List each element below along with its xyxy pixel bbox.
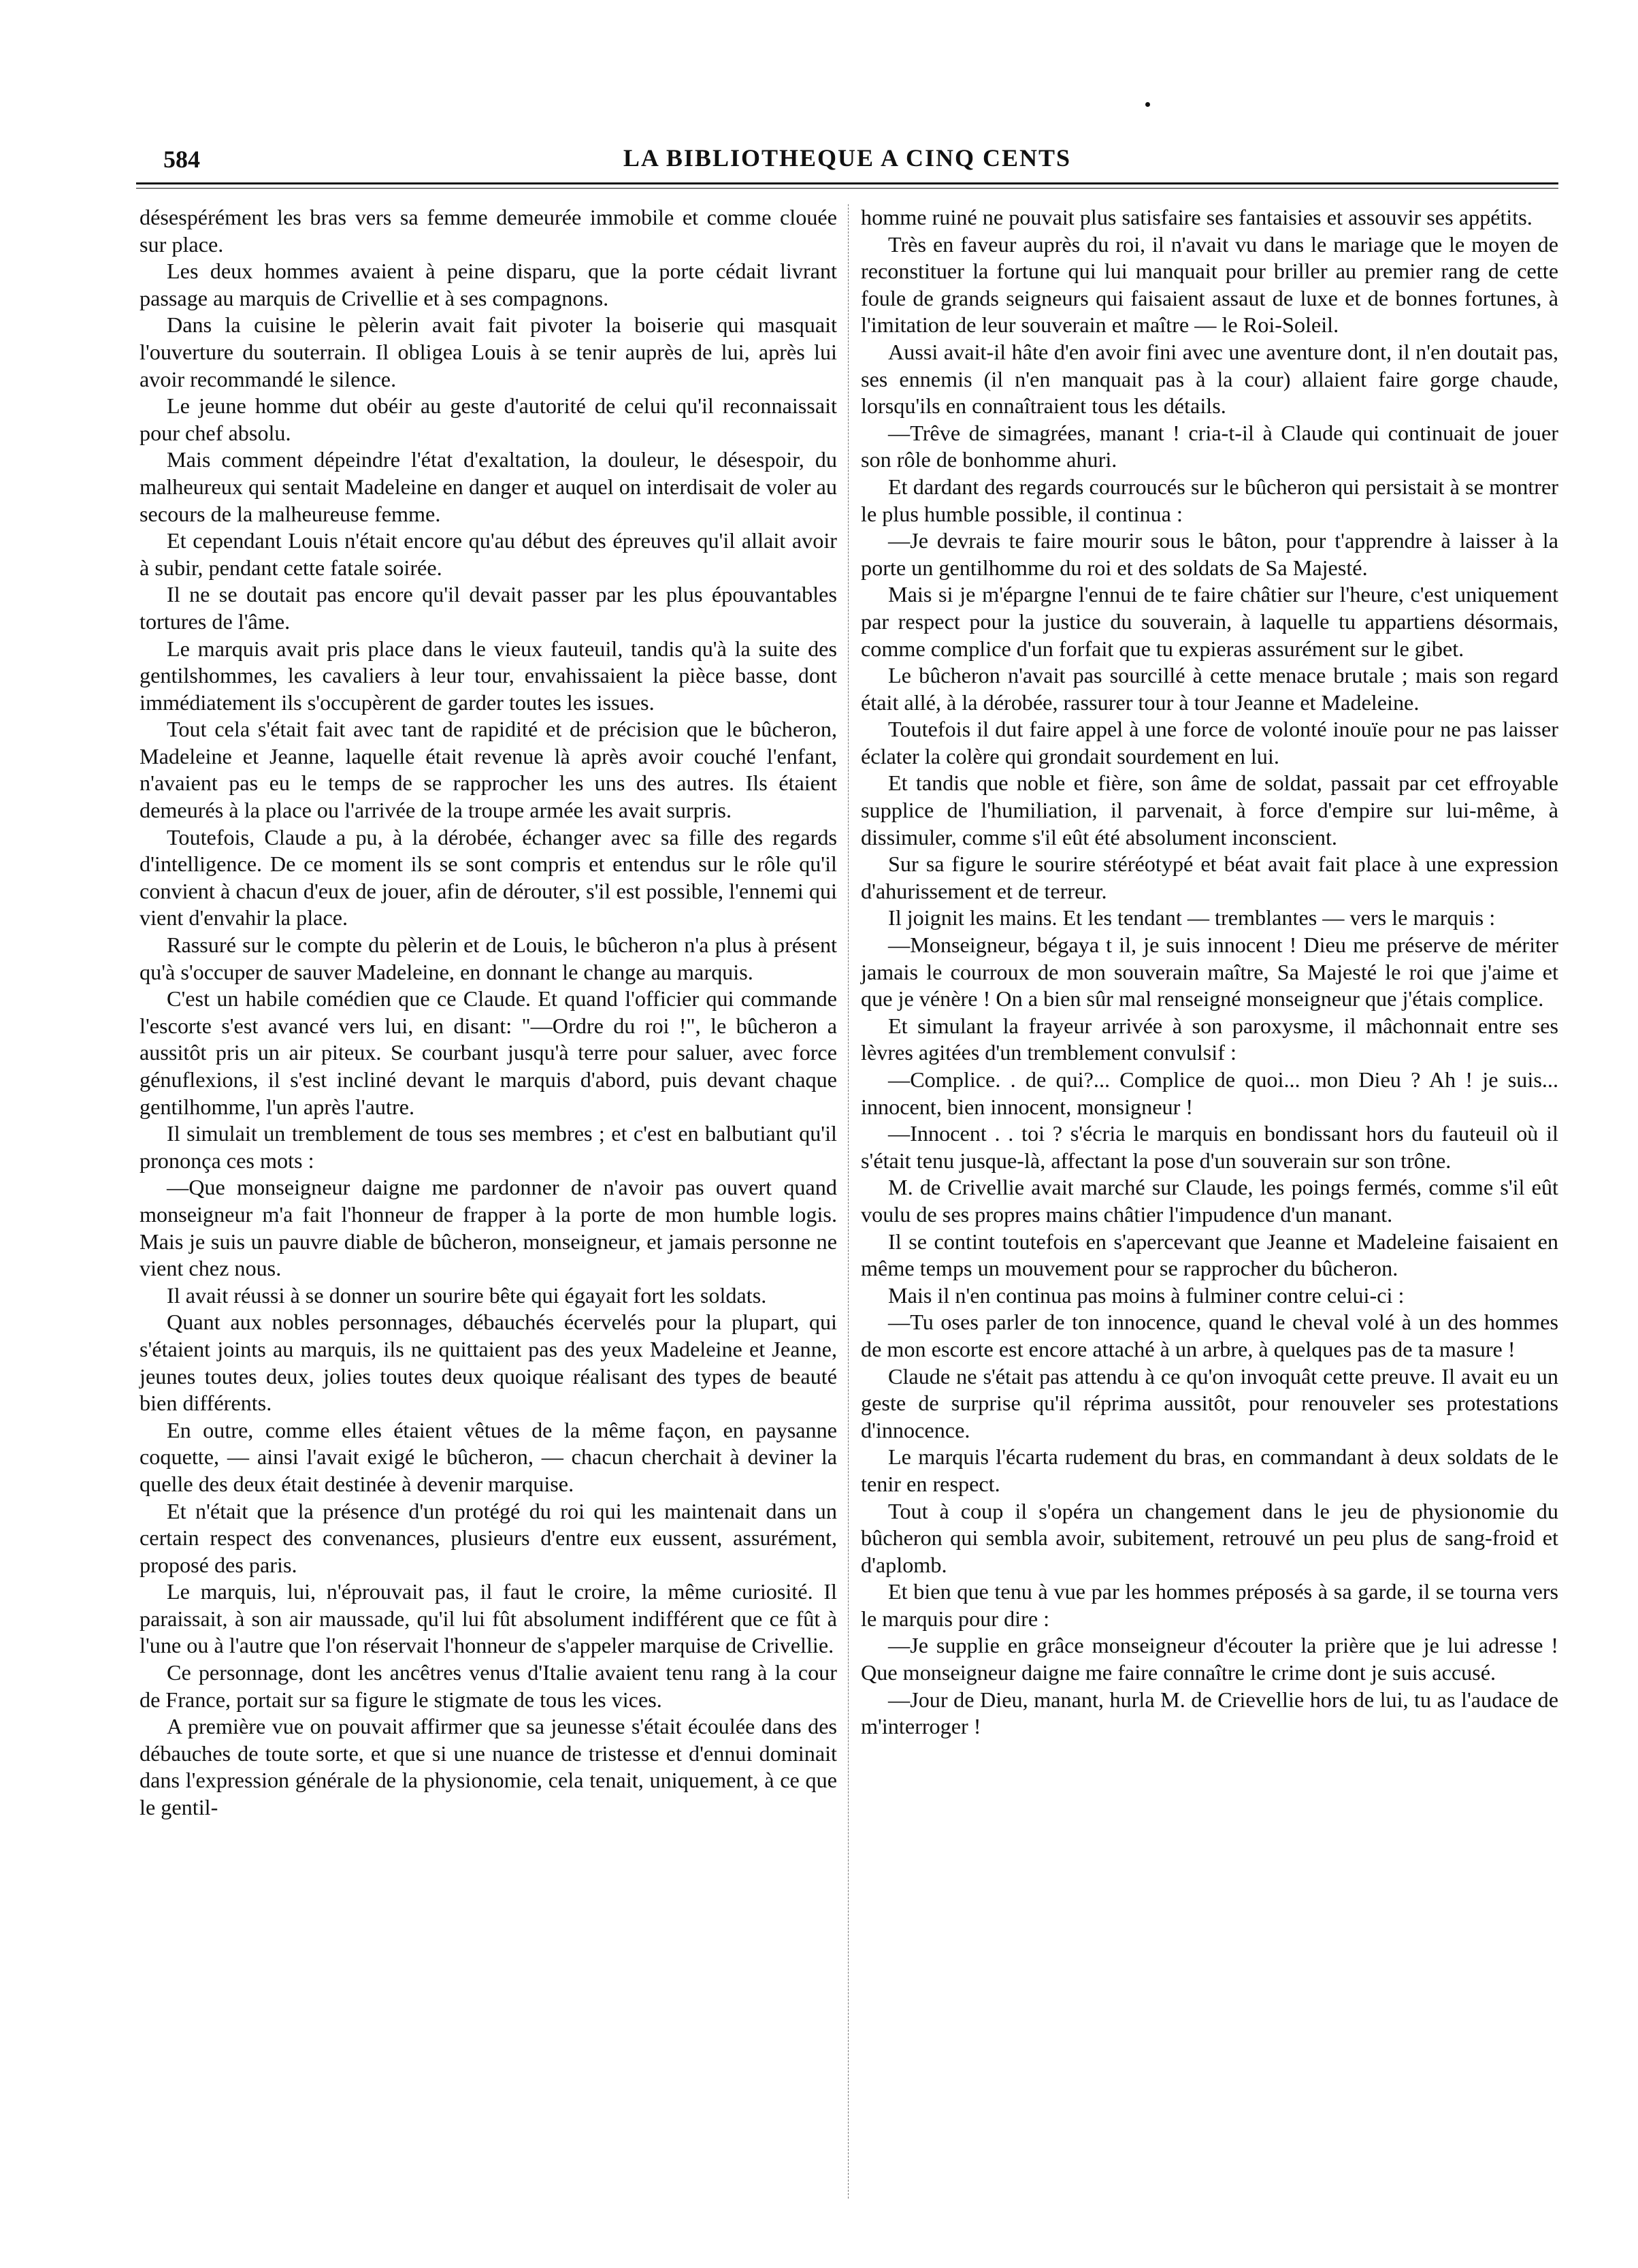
paragraph: Dans la cuisine le pèlerin avait fait pivoter la boiserie qui masquait l'ouverture du souterrain. Il obligea Louis à se tenir auprès de lui, après lui avoir recommandé le silence. (140, 312, 837, 391)
right-column (861, 204, 1558, 1740)
paragraph: Toutefois il dut faire appel à une force de volonté inouïe pour ne pas laisser éclater la colère qui grondait sourdement en lui. (861, 717, 1558, 768)
paragraph: Quant aux nobles personnages, débauchés écervelés pour la plupart, qui s'étaient joints au marquis, ils ne quittaient pas des yeux Madeleine et Jeanne, jeunes toutes deux, jolies toutes deux quoique réalisant des types de beauté bien différents. (140, 1310, 837, 1416)
paragraph: Tout à coup il s'opéra un changement dans le jeu de physionomie du bûcheron qui sembla avoir, subitement, retrouvé un peu plus de sang-froid et d'aplomb. (861, 1498, 1558, 1577)
paragraph: Il avait réussi à se donner un sourire bête qui égayait fort les soldats. (167, 1282, 767, 1308)
paragraph: Le bûcheron n'avait pas sourcillé à cette menace brutale ; mais son regard était allé, à la dérobée, rassurer tour à tour Jeanne et Madeleine. (861, 663, 1558, 715)
column-divider (848, 204, 849, 2199)
paragraph: Et bien que tenu à vue par les hommes préposés à sa garde, il se tourna vers le marquis pour dire : (861, 1579, 1558, 1631)
paragraph: —Complice. . de qui?... Complice de quoi... mon Dieu ? Ah ! je suis... innocent, bien innocent, monsigneur ! (861, 1067, 1558, 1119)
paragraph: M. de Crivellie avait marché sur Claude, les poings fermés, comme s'il eût voulu de ses propres mains châtier l'impudence d'un manant. (861, 1175, 1558, 1227)
paragraph: Il simulait un tremblement de tous ses membres ; et c'est en balbutiant qu'il prononça ces mots : (140, 1121, 837, 1173)
paragraph: Mais il n'en continua pas moins à fulminer contre celui-ci : (888, 1282, 1405, 1308)
paragraph: Ce personnage, dont les ancêtres venus d'Italie avaient tenu rang à la cour de France, portait sur sa figure le stigmate de tous les vices. (140, 1660, 837, 1712)
paragraph: Il ne se doutait pas encore qu'il devait passer par les plus épouvantables tortures de l'âme. (140, 582, 837, 634)
paragraph: Toutefois, Claude a pu, à la dérobée, échanger avec sa fille des regards d'intelligence. De ce moment ils se sont compris et entendus sur le rôle qu'il convient à chacun d'eux de jouer, afin de dérouter, s'il est possible, l'ennemi qui vient d'envahir la place. (140, 824, 837, 930)
page-number: 584 (163, 146, 200, 173)
paragraph: Le jeune homme dut obéir au geste d'autorité de celui qu'il reconnaissait pour chef absolu. (140, 393, 837, 445)
paragraph: En outre, comme elles étaient vêtues de la même façon, en paysanne coquette, — ainsi l'avait exigé le bûcheron, — chacun cherchait à deviner la quelle des deux était destinée à devenir marquise. (140, 1417, 837, 1496)
paragraph: Les deux hommes avaient à peine disparu, que la porte cédait livrant passage au marquis de Crivellie et à ses compagnons. (140, 259, 837, 310)
paragraph: Mais comment dépeindre l'état d'exaltation, la douleur, le désespoir, du malheureux qui sentait Madeleine en danger et auquel on interdisait de voler au secours de la malheureuse femme. (140, 447, 837, 526)
paragraph: —Tu oses parler de ton innocence, quand le cheval volé à un des hommes de mon escorte est encore attaché à un arbre, à quelques pas de ta masure ! (861, 1310, 1558, 1361)
paragraph: homme ruiné ne pouvait plus satisfaire ses fantaisies et assouvir ses appétits. (861, 205, 1533, 229)
paragraph: A première vue on pouvait affirmer que sa jeunesse s'était écoulée dans des débauches de toute sorte, et que si une nuance de tristesse et d'ennui dominait dans l'expression générale de la physionomie, cela tenait, uniquement, à ce que le gentil- (140, 1714, 837, 1820)
header-rule-thick (136, 182, 1558, 184)
paragraph: Et cependant Louis n'était encore qu'au début des épreuves qu'il allait avoir à subir, pendant cette fatale soirée. (140, 528, 837, 580)
paragraph: —Monseigneur, bégaya t il, je suis innocent ! Dieu me préserve de mériter jamais le courroux de mon souverain maître, Sa Majesté le roi que j'aime et que je vénère ! On a bien sûr mal renseigné monseigneur que j'étais complice. (861, 933, 1558, 1011)
paragraph: C'est un habile comédien que ce Claude. Et quand l'officier qui commande l'escorte s'est avancé vers lui, en disant: "—Ordre du roi !", le bûcheron a aussitôt pris un air piteux. Se courbant jusqu'à terre pour saluer, avec force génuflexions, il s'est incliné devant le marquis d'abord, puis devant chaque gentilhomme, l'un après l'autre. (140, 986, 837, 1119)
header-rule-thin (136, 188, 1558, 189)
paragraph: Mais si je m'épargne l'ennui de te faire châtier sur l'heure, c'est uniquement par respect pour la justice du souverain, à laquelle tu appartiens désormais, comme complice d'un forfait que tu expieras assurément sur le gibet. (861, 582, 1558, 661)
paragraph: —Je supplie en grâce monseigneur d'écouter la prière que je lui adresse ! Que monseigneur daigne me faire connaître le crime dont je suis accusé. (861, 1633, 1558, 1685)
paragraph: désespérément les bras vers sa femme demeurée immobile et comme clouée sur place. (140, 205, 837, 257)
paragraph: Le marquis, lui, n'éprouvait pas, il faut le croire, la même curiosité. Il paraissait, à son air maussade, qu'il lui fût absolument indifférent que ce fût à l'une ou à l'autre que l'on réservait l'honneur de s'appeler marquise de Crivellie. (140, 1579, 837, 1658)
paragraph: —Innocent . . toi ? s'écria le marquis en bondissant hors du fauteuil où il s'était tenu jusque-là, affectant la pose d'un souverain sur son trône. (861, 1121, 1558, 1173)
paragraph: Il joignit les mains. Et les tendant — tremblantes — vers le marquis : (888, 905, 1496, 930)
journal-title: LA BIBLIOTHEQUE A CINQ CENTS (623, 144, 1072, 172)
paragraph: —Jour de Dieu, manant, hurla M. de Crievellie hors de lui, tu as l'audace de m'interroger ! (861, 1687, 1558, 1739)
paragraph: Le marquis avait pris place dans le vieux fauteuil, tandis qu'à la suite des gentilshommes, les cavaliers à leur tour, envahissaient la pièce basse, dont immédiatement ils s'occupèrent de garder toutes les issues. (140, 636, 837, 715)
paragraph: Et simulant la frayeur arrivée à son paroxysme, il mâchonnait entre ses lèvres agitées d'un tremblement convulsif : (861, 1013, 1558, 1065)
paragraph: —Trêve de simagrées, manant ! cria-t-il à Claude qui continuait de jouer son rôle de bonhomme ahuri. (861, 420, 1558, 472)
paragraph: Aussi avait-il hâte d'en avoir fini avec une aventure dont, il n'en doutait pas, ses ennemis (il n'en manquait pas à la cour) allaient faire gorge chaude, lorsqu'ils en connaîtraient tous les détails. (861, 339, 1558, 419)
paragraph: Claude ne s'était pas attendu à ce qu'on invoquât cette preuve. Il avait eu un geste de surprise qu'il réprima aussitôt, pour renouveler ses protestations d'innocence. (861, 1363, 1558, 1442)
stray-ink-dot (1145, 102, 1150, 107)
paragraph: Très en faveur auprès du roi, il n'avait vu dans le mariage que le moyen de reconstituer la fortune qui lui manquait pour briller au premier rang de cette foule de grands seigneurs qui faisaient assaut de luxe et de bonnes fortunes, à l'imitation de leur souverain et maître — le Roi-Soleil. (861, 231, 1558, 338)
paragraph: —Je devrais te faire mourir sous le bâton, pour t'apprendre à laisser à la porte un gentilhomme du roi et des soldats de Sa Majesté. (861, 528, 1558, 580)
page-header (136, 140, 1558, 180)
paragraph: Et tandis que noble et fière, son âme de soldat, passait par cet effroyable supplice de l'humiliation, il parvenait, à force d'empire sur lui-même, à dissimuler, comme s'il eût été absolument inconscient. (861, 771, 1558, 849)
paragraph: Et n'était que la présence d'un protégé du roi qui les maintenait dans un certain respect des convenances, plusieurs d'entre eux eussent, assurément, proposé des paris. (140, 1498, 837, 1577)
paragraph: Tout cela s'était fait avec tant de rapidité et de précision que le bûcheron, Madeleine et Jeanne, laquelle était revenue là après avoir couché l'enfant, n'avaient pas eu le temps de se rapprocher les uns des autres. Ils étaient demeurés à la place ou l'arrivée de la troupe armée les avait surpris. (140, 717, 837, 823)
paragraph: Sur sa figure le sourire stéréotypé et béat avait fait place à une expression d'ahurissement et de terreur. (861, 852, 1558, 903)
left-column (140, 204, 837, 1821)
paragraph: —Que monseigneur daigne me pardonner de n'avoir pas ouvert quand monseigneur m'a fait l'honneur de frapper à la porte de mon humble logis. Mais je suis un pauvre diable de bûcheron, monseigneur, et jamais personne ne vient chez nous. (140, 1175, 837, 1281)
paragraph: Rassuré sur le compte du pèlerin et de Louis, le bûcheron n'a plus à présent qu'à s'occuper de sauver Madeleine, en donnant le change au marquis. (140, 933, 837, 984)
paragraph: Et dardant des regards courroucés sur le bûcheron qui persistait à se montrer le plus humble possible, il continua : (861, 474, 1558, 526)
paragraph: Il se contint toutefois en s'apercevant que Jeanne et Madeleine faisaient en même temps un mouvement pour se rapprocher du bûcheron. (861, 1229, 1558, 1281)
paragraph: Le marquis l'écarta rudement du bras, en commandant à deux soldats de le tenir en respect. (861, 1444, 1558, 1496)
